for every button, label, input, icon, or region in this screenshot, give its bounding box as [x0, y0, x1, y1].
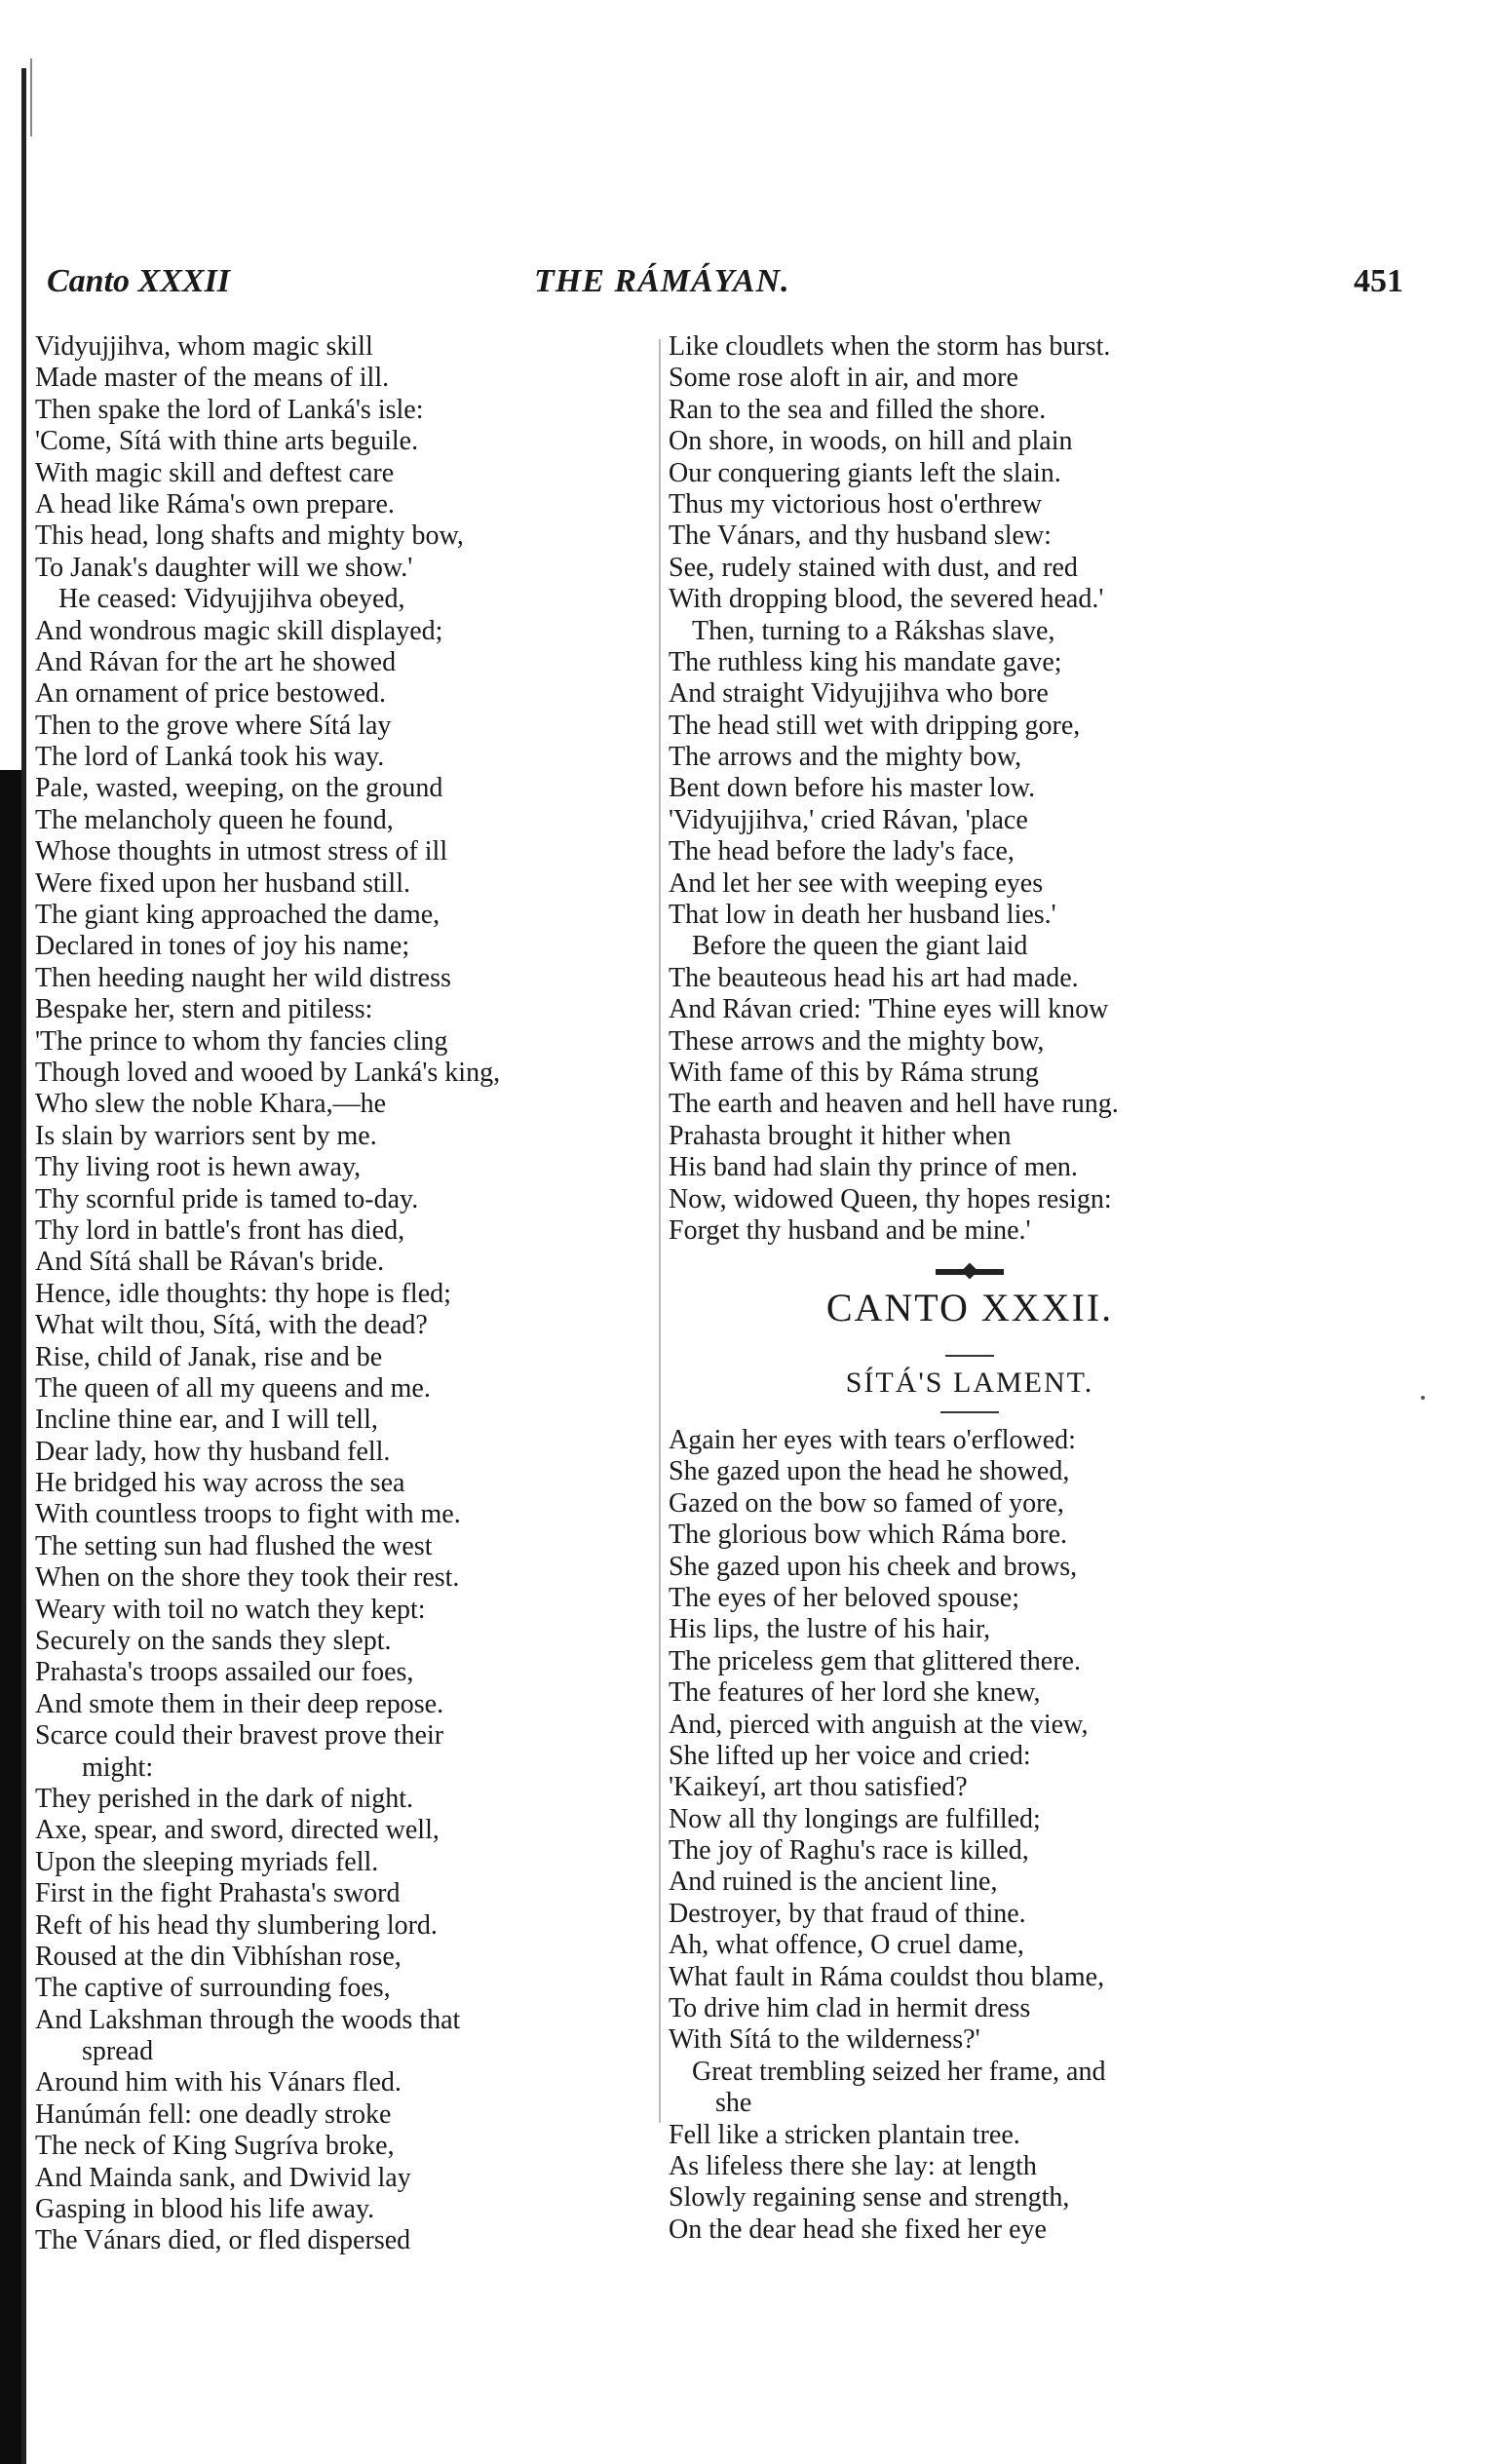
- verse-line: Securely on the sands they slept.: [35, 1626, 392, 1657]
- verse-line: The head before the lady's face,: [669, 836, 1015, 867]
- verse-line: Is slain by warriors sent by me.: [35, 1120, 377, 1151]
- verse-line: might:: [82, 1752, 154, 1783]
- verse-line: His lips, the lustre of his hair,: [669, 1614, 991, 1645]
- verse-line: Fell like a stricken plantain tree.: [669, 2119, 1020, 2150]
- verse-line: Then to the grove where Sítá lay: [35, 710, 392, 741]
- verse-line: Though loved and wooed by Lanká's king,: [35, 1057, 501, 1088]
- verse-line: Ah, what offence, O cruel dame,: [669, 1930, 1024, 1961]
- verse-line: Gasping in blood his life away.: [35, 2194, 375, 2225]
- verse-line: On the dear head she fixed her eye: [669, 2214, 1047, 2245]
- verse-line: His band had slain thy prince of men.: [669, 1152, 1078, 1183]
- verse-line: He bridged his way across the sea: [35, 1468, 405, 1499]
- speck: [1421, 1396, 1425, 1400]
- verse-line: The queen of all my queens and me.: [35, 1372, 431, 1404]
- verse-line: The giant king approached the dame,: [35, 900, 441, 931]
- verse-line: 'The prince to whom thy fancies cling: [35, 1025, 448, 1057]
- running-head: [47, 263, 1403, 308]
- verse-line: Hence, idle thoughts: thy hope is fled;: [35, 1278, 451, 1309]
- verse-line: Now all thy longings are fulfilled;: [669, 1803, 1041, 1834]
- verse-line: And Rávan cried: 'Thine eyes will know: [669, 994, 1109, 1025]
- subtitle-rule: [940, 1411, 999, 1413]
- verse-line: This head, long shafts and mighty bow,: [35, 520, 464, 552]
- running-head-title: THE RÁMÁYAN.: [534, 263, 790, 299]
- verse-line: Axe, spear, and sword, directed well,: [35, 1815, 440, 1846]
- verse-line: First in the fight Prahasta's sword: [35, 1878, 401, 1909]
- verse-line: See, rudely stained with dust, and red: [669, 552, 1078, 583]
- verse-line: And ruined is the ancient line,: [669, 1867, 998, 1898]
- verse-line: On shore, in woods, on hill and plain: [669, 426, 1073, 457]
- verse-line: 'Kaikeyí, art thou satisfied?: [669, 1772, 968, 1803]
- verse-line: Then spake the lord of Lanká's isle:: [35, 394, 424, 425]
- verse-line: With fame of this by Ráma strung: [669, 1057, 1039, 1088]
- verse-line: Then, turning to a Rákshas slave,: [692, 615, 1055, 646]
- verse-line: Scarce could their bravest prove their: [35, 1720, 444, 1752]
- verse-line: He ceased: Vidyujjihva obeyed,: [58, 584, 405, 615]
- verse-line: With magic skill and deftest care: [35, 457, 395, 488]
- verse-line: What wilt thou, Sítá, with the dead?: [35, 1310, 428, 1341]
- verse-line: Great trembling seized her frame, and: [692, 2056, 1106, 2087]
- book-spine-shadow: [0, 770, 23, 2464]
- verse-line: With Sítá to the wilderness?': [669, 2024, 980, 2056]
- verse-line: Who slew the noble Khara,—he: [35, 1089, 386, 1120]
- verse-line: To Janak's daughter will we show.': [35, 552, 413, 583]
- verse-line: Again her eyes with tears o'erflowed:: [669, 1425, 1076, 1455]
- verse-line: Incline thine ear, and I will tell,: [35, 1405, 378, 1436]
- verse-line: Thy scornful pride is tamed to-day.: [35, 1183, 419, 1214]
- verse-line: Vidyujjihva, whom magic skill: [35, 331, 373, 362]
- verse-line: And, pierced with anguish at the view,: [669, 1709, 1089, 1740]
- verse-line: And let her see with weeping eyes: [669, 867, 1044, 899]
- verse-line: spread: [82, 2036, 154, 2067]
- verse-line: Forget thy husband and be mine.': [669, 1214, 1031, 1246]
- verse-line: Dear lady, how thy husband fell.: [35, 1436, 391, 1467]
- verse-line: As lifeless there she lay: at length: [669, 2150, 1037, 2181]
- verse-line: And Mainda sank, and Dwivid lay: [35, 2162, 411, 2193]
- right-column-top: [669, 331, 1312, 1247]
- verse-line: The setting sun had flushed the west: [35, 1530, 433, 1561]
- verse-line: Slowly regaining sense and strength,: [669, 2182, 1070, 2214]
- verse-line: The glorious bow which Ráma bore.: [669, 1520, 1068, 1551]
- verse-line: And Sítá shall be Rávan's bride.: [35, 1247, 385, 1278]
- verse-line: Some rose aloft in air, and more: [669, 363, 1018, 394]
- verse-line: An ornament of price bestowed.: [35, 678, 386, 710]
- verse-line: And straight Vidyujjihva who bore: [669, 678, 1049, 710]
- verse-line: Thus my victorious host o'erthrew: [669, 488, 1042, 520]
- verse-line: she: [715, 2088, 752, 2119]
- verse-line: Made master of the means of ill.: [35, 363, 390, 394]
- verse-line: They perished in the dark of night.: [35, 1783, 414, 1814]
- verse-line: The ruthless king his mandate gave;: [669, 646, 1062, 677]
- verse-line: Bent down before his master low.: [669, 773, 1036, 804]
- verse-line: Hanúmán fell: one deadly stroke: [35, 2098, 392, 2130]
- heading-rule: [945, 1355, 994, 1357]
- verse-line: The features of her lord she knew,: [669, 1677, 1041, 1709]
- verse-line: A head like Ráma's own prepare.: [35, 488, 395, 520]
- verse-line: Declared in tones of joy his name;: [35, 931, 410, 962]
- verse-line: The head still wet with dripping gore,: [669, 710, 1081, 741]
- page-edge-hairline: [30, 58, 32, 136]
- page-number: 451: [1354, 263, 1403, 299]
- verse-line: Bespake her, stern and pitiless:: [35, 994, 373, 1025]
- verse-line: Roused at the din Vibhíshan rose,: [35, 1941, 402, 1972]
- right-column-bottom: [669, 1425, 1312, 2246]
- verse-line: The Vánars, and thy husband slew:: [669, 520, 1052, 552]
- verse-line: Gazed on the bow so famed of yore,: [669, 1487, 1064, 1519]
- section-ornament: [936, 1269, 1004, 1275]
- verse-line: The lord of Lanká took his way.: [35, 742, 385, 773]
- verse-line: The joy of Raghu's race is killed,: [669, 1835, 1029, 1867]
- verse-line: With countless troops to fight with me.: [35, 1499, 461, 1530]
- verse-line: Reft of his head thy slumbering lord.: [35, 1909, 438, 1941]
- verse-line: Upon the sleeping myriads fell.: [35, 1846, 379, 1877]
- verse-line: Ran to the sea and filled the shore.: [669, 394, 1047, 425]
- verse-line: Prahasta brought it hither when: [669, 1120, 1012, 1151]
- verse-line: And smote them in their deep repose.: [35, 1688, 444, 1719]
- verse-line: 'Come, Sítá with thine arts beguile.: [35, 426, 419, 457]
- verse-line: She gazed upon the head he showed,: [669, 1456, 1070, 1487]
- verse-line: Weary with toil no watch they kept:: [35, 1594, 426, 1625]
- verse-line: The eyes of her beloved spouse;: [669, 1582, 1019, 1613]
- verse-line: And Lakshman through the woods that: [35, 2004, 461, 2035]
- verse-line: The priceless gem that glittered there.: [669, 1645, 1081, 1676]
- verse-line: Then heeding naught her wild distress: [35, 962, 451, 993]
- verse-line: These arrows and the mighty bow,: [669, 1025, 1045, 1057]
- verse-line: Our conquering giants left the slain.: [669, 457, 1061, 488]
- verse-line: She gazed upon his cheek and brows,: [669, 1551, 1078, 1582]
- verse-line: The beauteous head his art had made.: [669, 962, 1079, 993]
- verse-line: Whose thoughts in utmost stress of ill: [35, 836, 448, 867]
- verse-line: Like cloudlets when the storm has burst.: [669, 331, 1111, 362]
- verse-line: Around him with his Vánars fled.: [35, 2067, 402, 2098]
- verse-line: The neck of King Sugríva broke,: [35, 2131, 395, 2162]
- verse-line: When on the shore they took their rest.: [35, 1562, 460, 1594]
- verse-line: The captive of surrounding foes,: [35, 1973, 391, 2004]
- verse-line: Before the queen the giant laid: [692, 931, 1028, 962]
- verse-line: The earth and heaven and hell have rung.: [669, 1089, 1119, 1120]
- page-edge-line: [21, 68, 26, 2464]
- verse-line: She lifted up her voice and cried:: [669, 1740, 1031, 1771]
- left-column: [35, 331, 669, 2257]
- verse-line: 'Vidyujjihva,' cried Rávan, 'place: [669, 804, 1028, 835]
- running-head-canto: Canto XXXII: [47, 263, 231, 299]
- column-divider: [659, 339, 661, 2123]
- verse-line: Were fixed upon her husband still.: [35, 867, 410, 899]
- verse-line: And wondrous magic skill displayed;: [35, 615, 443, 646]
- verse-line: Rise, child of Janak, rise and be: [35, 1341, 383, 1372]
- verse-line: Thy lord in battle's front has died,: [35, 1214, 405, 1246]
- verse-line: The arrows and the mighty bow,: [669, 742, 1022, 773]
- verse-line: And Rávan for the art he showed: [35, 646, 397, 677]
- verse-line: The Vánars died, or fled dispersed: [35, 2225, 411, 2256]
- verse-line: The melancholy queen he found,: [35, 804, 394, 835]
- canto-subtitle: SÍTÁ'S LAMENT.: [845, 1367, 1094, 1399]
- canto-heading: CANTO XXXII.: [825, 1286, 1114, 1329]
- verse-line: Destroyer, by that fraud of thine.: [669, 1898, 1026, 1929]
- verse-line: That low in death her husband lies.': [669, 900, 1056, 931]
- verse-line: Pale, wasted, weeping, on the ground: [35, 773, 443, 804]
- verse-line: With dropping blood, the severed head.': [669, 584, 1104, 615]
- verse-line: Now, widowed Queen, thy hopes resign:: [669, 1183, 1112, 1214]
- verse-line: What fault in Ráma couldst thou blame,: [669, 1961, 1105, 1992]
- verse-line: To drive him clad in hermit dress: [669, 1993, 1031, 2024]
- verse-line: Thy living root is hewn away,: [35, 1152, 362, 1183]
- verse-line: Prahasta's troops assailed our foes,: [35, 1657, 414, 1688]
